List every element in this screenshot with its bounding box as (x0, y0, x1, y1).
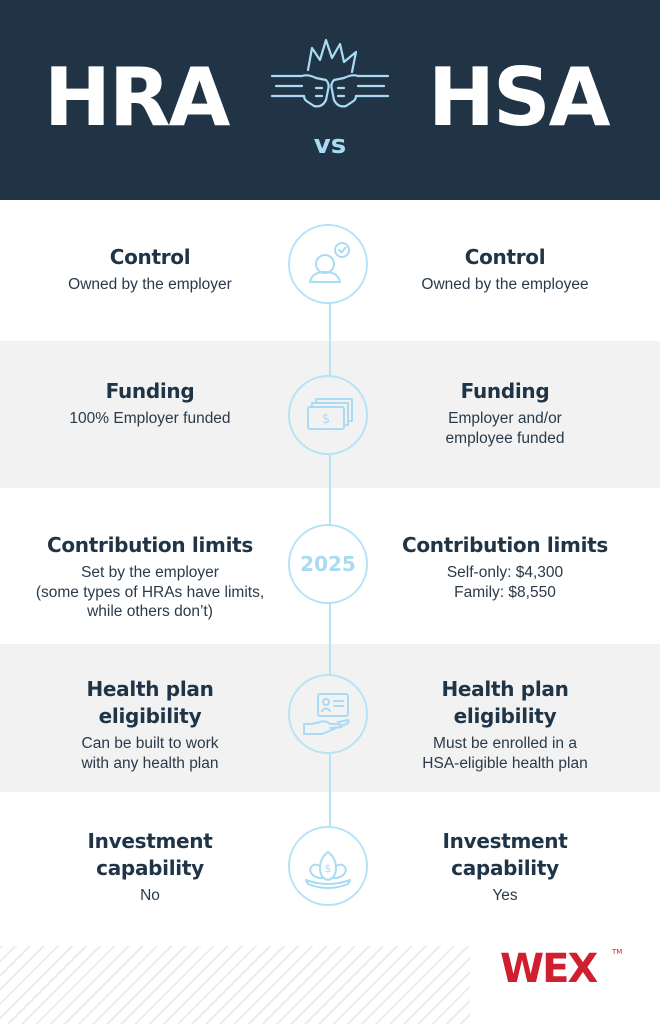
hsa-control (370, 244, 640, 295)
header-banner (0, 0, 660, 200)
hsa-eligibility-title: Health plan eligibility (441, 677, 569, 728)
hsa-eligibility-text: Must be enrolled in a HSA-eligible health plan (422, 735, 588, 772)
hsa-control-title: Control (464, 245, 546, 269)
hra-contribution-title: Contribution limits (46, 533, 254, 557)
hsa-investment (370, 828, 640, 906)
hsa-contribution-title: Contribution limits (401, 533, 609, 557)
control-icon-circle (288, 224, 368, 304)
contribution-icon-circle (288, 524, 368, 604)
investment-icon-circle (288, 826, 368, 906)
hra-funding (15, 378, 285, 429)
hand-card-icon (290, 676, 366, 752)
vs-label: vs (313, 130, 347, 160)
dollar-bills-icon (290, 377, 366, 453)
hsa-contribution-text: Self-only: $4,300 Family: $8,550 (446, 564, 564, 601)
hra-investment-text: No (140, 887, 160, 904)
fist-bump-icon (268, 30, 392, 126)
hra-eligibility-text: Can be built to work with any health plan (81, 735, 219, 772)
hsa-title: HSA (428, 51, 609, 144)
money-plant-icon (290, 828, 366, 904)
hsa-control-text: Owned by the employee (421, 276, 589, 293)
hsa-funding-text: Employer and/or employee funded (445, 410, 565, 447)
wex-logo-text: WEX (500, 946, 597, 988)
hra-investment (15, 828, 285, 906)
hra-eligibility-title: Health plan eligibility (86, 677, 214, 728)
hra-funding-text: 100% Employer funded (69, 410, 231, 427)
hra-eligibility (15, 676, 285, 773)
hsa-investment-text: Yes (492, 887, 518, 904)
year-label: 2025 (300, 552, 356, 576)
hsa-funding-title: Funding (460, 379, 550, 403)
trademark-mark: TM (612, 948, 623, 956)
eligibility-icon-circle (288, 674, 368, 754)
hra-contribution (15, 532, 285, 622)
user-check-icon (290, 226, 366, 302)
wex-logo (498, 944, 624, 988)
hsa-eligibility (370, 676, 640, 773)
hra-investment-title: Investment capability (87, 829, 213, 880)
hra-control-text: Owned by the employer (68, 276, 232, 293)
hsa-investment-title: Investment capability (442, 829, 568, 880)
hsa-funding (370, 378, 640, 448)
svg-text:$: $ (321, 412, 331, 427)
hsa-contribution (370, 532, 640, 602)
svg-text:$: $ (324, 862, 332, 875)
hra-control-title: Control (109, 245, 191, 269)
hra-funding-title: Funding (105, 379, 195, 403)
footer-stripes (0, 946, 470, 1024)
funding-icon-circle (288, 375, 368, 455)
hra-contribution-text: Set by the employer (some types of HRAs have limits, while others don’t) (35, 564, 265, 620)
hra-title: HRA (44, 51, 229, 144)
hra-control (15, 244, 285, 295)
